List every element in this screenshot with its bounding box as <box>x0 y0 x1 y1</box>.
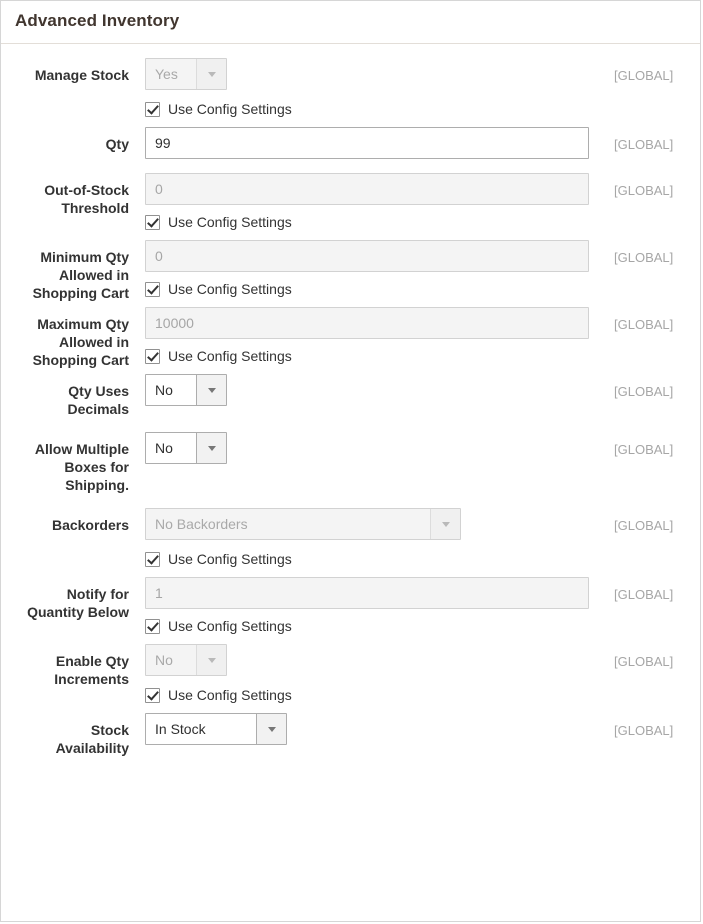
control-enable-qty-increments <box>145 644 600 713</box>
qty-input[interactable] <box>145 127 589 159</box>
enable-qty-increments-value: No <box>155 652 173 668</box>
chevron-down-icon[interactable] <box>196 375 226 405</box>
control-manage-stock <box>145 58 600 127</box>
label-stock-availability: Stock Availability <box>55 722 129 756</box>
field-row-notify-qty-below <box>1 577 700 644</box>
scope-backorders: [GLOBAL] <box>614 518 674 533</box>
enable-qty-increments-use-config-label: Use Config Settings <box>168 687 292 703</box>
label-notify-qty-below: Notify for Quantity Below <box>27 586 129 620</box>
chevron-down-icon[interactable] <box>196 59 226 89</box>
label-manage-stock: Manage Stock <box>34 67 129 83</box>
field-row-backorders <box>1 508 700 577</box>
stock-availability-value: In Stock <box>155 721 206 737</box>
inventory-form <box>1 44 700 757</box>
enable-qty-increments-use-config-checkbox[interactable] <box>145 688 160 703</box>
qty-uses-decimals-value: No <box>155 382 173 398</box>
min-qty-cart-input[interactable] <box>145 240 589 272</box>
label-out-of-stock-threshold: Out-of-Stock Threshold <box>44 182 129 216</box>
control-out-of-stock-threshold <box>145 173 600 240</box>
control-stock-availability <box>145 713 600 747</box>
manage-stock-select[interactable] <box>145 58 227 90</box>
label-multiple-boxes: Allow Multiple Boxes for Shipping. <box>34 441 129 493</box>
max-qty-cart-use-config[interactable] <box>145 348 600 364</box>
field-row-manage-stock <box>1 58 700 127</box>
field-row-out-of-stock-threshold <box>1 173 700 240</box>
out-of-stock-threshold-input[interactable] <box>145 173 589 205</box>
min-qty-cart-use-config[interactable] <box>145 281 600 297</box>
label-backorders: Backorders <box>51 517 129 533</box>
manage-stock-value: Yes <box>155 66 178 82</box>
min-qty-cart-use-config-checkbox[interactable] <box>145 282 160 297</box>
panel-header <box>1 1 700 44</box>
scope-multiple-boxes: [GLOBAL] <box>614 442 674 457</box>
chevron-down-icon[interactable] <box>196 433 226 463</box>
control-qty-uses-decimals <box>145 374 600 408</box>
backorders-use-config[interactable] <box>145 551 600 567</box>
enable-qty-increments-use-config[interactable] <box>145 687 600 703</box>
field-row-multiple-boxes <box>1 432 700 494</box>
min-qty-cart-use-config-label: Use Config Settings <box>168 281 292 297</box>
stock-availability-select[interactable] <box>145 713 287 745</box>
out-of-stock-threshold-use-config-label: Use Config Settings <box>168 214 292 230</box>
multiple-boxes-select[interactable] <box>145 432 227 464</box>
qty-uses-decimals-select[interactable] <box>145 374 227 406</box>
notify-qty-below-input[interactable] <box>145 577 589 609</box>
control-qty <box>145 127 600 159</box>
scope-out-of-stock-threshold: [GLOBAL] <box>614 183 674 198</box>
max-qty-cart-use-config-label: Use Config Settings <box>168 348 292 364</box>
label-min-qty-cart: Minimum Qty Allowed in Shopping Cart <box>32 249 129 301</box>
max-qty-cart-input[interactable] <box>145 307 589 339</box>
field-row-stock-availability <box>1 713 700 757</box>
manage-stock-use-config[interactable] <box>145 101 600 117</box>
label-qty-uses-decimals: Qty Uses Decimals <box>67 383 129 417</box>
backorders-value: No Backorders <box>155 516 248 532</box>
notify-qty-below-use-config-checkbox[interactable] <box>145 619 160 634</box>
chevron-down-icon[interactable] <box>256 714 286 744</box>
out-of-stock-threshold-use-config[interactable] <box>145 214 600 230</box>
control-multiple-boxes <box>145 432 600 466</box>
enable-qty-increments-select[interactable] <box>145 644 227 676</box>
manage-stock-use-config-checkbox[interactable] <box>145 102 160 117</box>
chevron-down-icon[interactable] <box>196 645 226 675</box>
chevron-down-icon[interactable] <box>430 509 460 539</box>
notify-qty-below-use-config-label: Use Config Settings <box>168 618 292 634</box>
scope-qty: [GLOBAL] <box>614 137 674 152</box>
out-of-stock-threshold-use-config-checkbox[interactable] <box>145 215 160 230</box>
label-enable-qty-increments: Enable Qty Increments <box>54 653 129 687</box>
scope-max-qty-cart: [GLOBAL] <box>614 317 674 332</box>
scope-stock-availability: [GLOBAL] <box>614 723 674 738</box>
scope-notify-qty-below: [GLOBAL] <box>614 587 674 602</box>
scope-min-qty-cart: [GLOBAL] <box>614 250 674 265</box>
label-qty: Qty <box>105 136 129 152</box>
max-qty-cart-use-config-checkbox[interactable] <box>145 349 160 364</box>
field-row-qty <box>1 127 700 159</box>
manage-stock-use-config-label: Use Config Settings <box>168 101 292 117</box>
control-min-qty-cart <box>145 240 600 307</box>
backorders-use-config-label: Use Config Settings <box>168 551 292 567</box>
backorders-use-config-checkbox[interactable] <box>145 552 160 567</box>
notify-qty-below-use-config[interactable] <box>145 618 600 634</box>
field-row-min-qty-cart <box>1 240 700 307</box>
label-max-qty-cart: Maximum Qty Allowed in Shopping Cart <box>32 316 129 368</box>
scope-manage-stock: [GLOBAL] <box>614 68 674 83</box>
field-row-max-qty-cart <box>1 307 700 374</box>
field-row-enable-qty-increments <box>1 644 700 713</box>
control-notify-qty-below <box>145 577 600 644</box>
scope-qty-uses-decimals: [GLOBAL] <box>614 384 674 399</box>
control-backorders <box>145 508 600 577</box>
multiple-boxes-value: No <box>155 440 173 456</box>
backorders-select[interactable] <box>145 508 461 540</box>
field-row-qty-uses-decimals <box>1 374 700 418</box>
scope-enable-qty-increments: [GLOBAL] <box>614 654 674 669</box>
page-title: Advanced Inventory <box>15 11 180 30</box>
control-max-qty-cart <box>145 307 600 374</box>
